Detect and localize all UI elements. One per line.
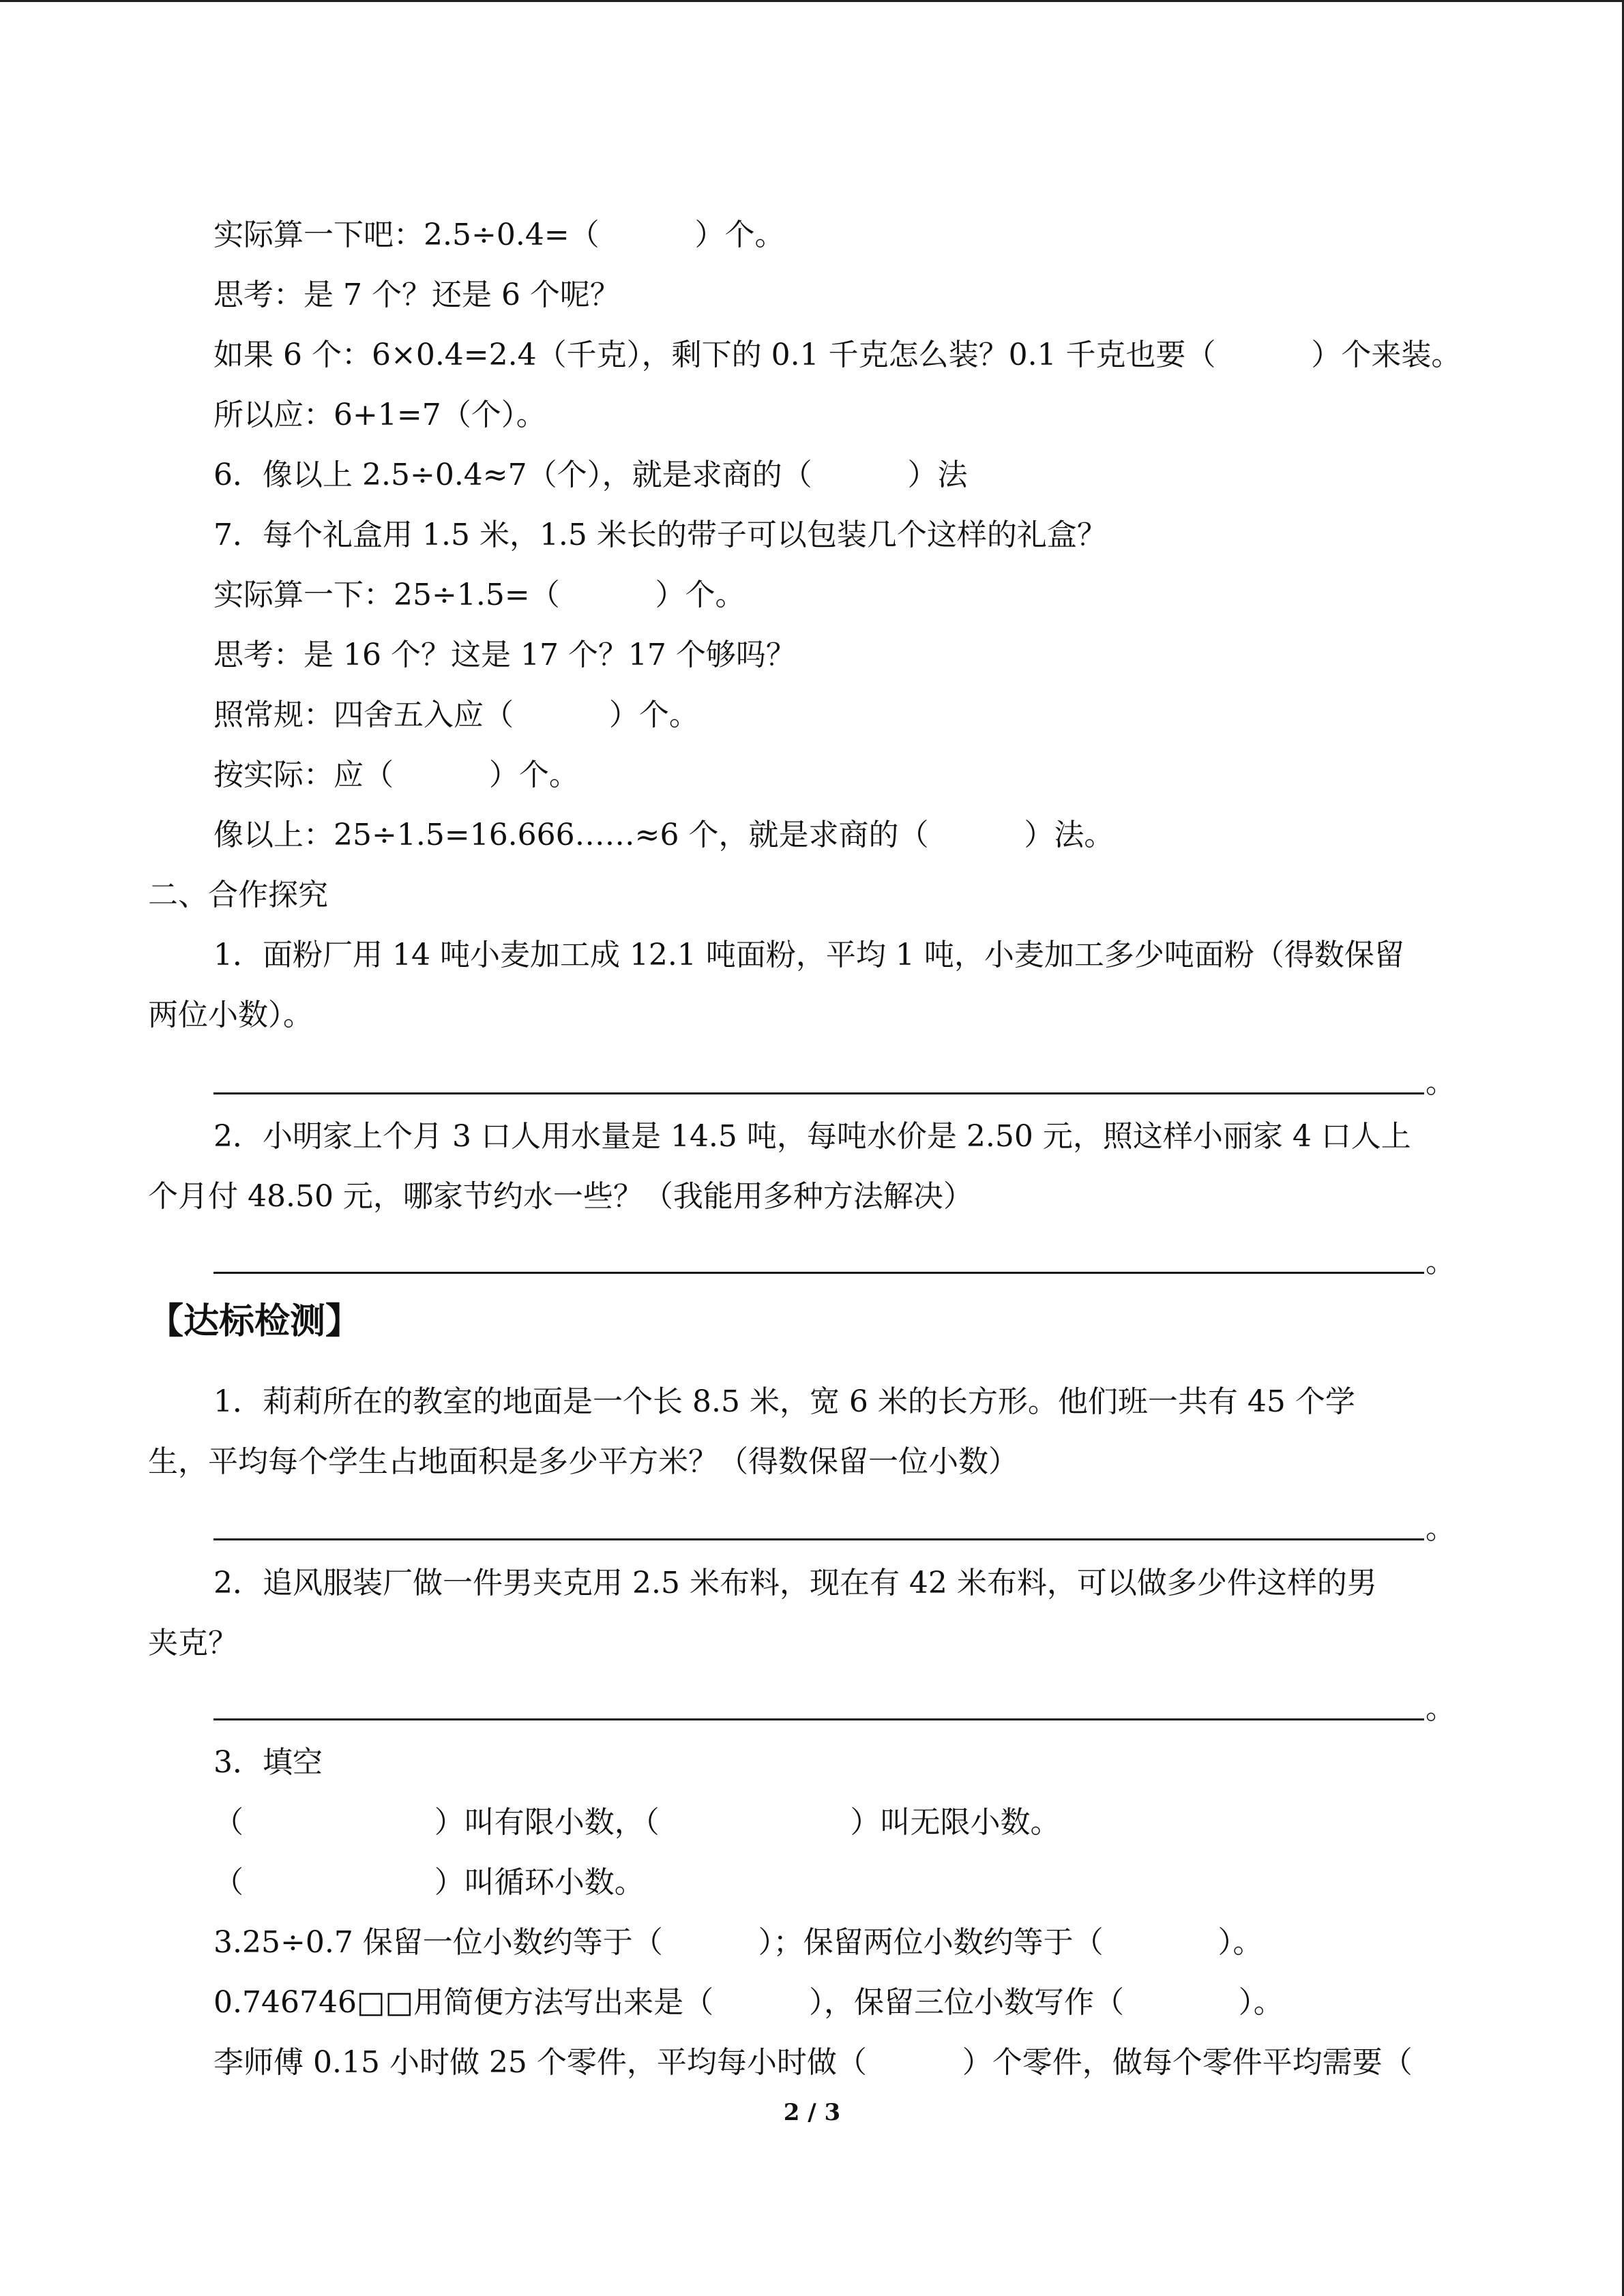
text-line: 3.25÷0.7 保留一位小数约等于（ ）；保留两位小数约等于（ ）。 (213, 1925, 1263, 1960)
page-number: 2 / 3 (783, 2099, 841, 2126)
text-line: 照常规：四舍五入应（ ）个。 (213, 698, 699, 732)
section-heading: 二、合作探究 (148, 878, 328, 912)
answer-line[interactable] (213, 1092, 1424, 1094)
answer-period: 。 (1426, 1065, 1456, 1100)
text-line: 7．每个礼盒用 1.5 米，1.5 米长的带子可以包装几个这样的礼盒？ (213, 518, 1107, 552)
text-line: 思考：是 7 个？还是 6 个呢？ (213, 278, 620, 312)
answer-period: 。 (1426, 1511, 1456, 1546)
answer-period: 。 (1426, 1691, 1456, 1726)
answer-line[interactable] (213, 1272, 1424, 1274)
text-line: 1．面粉厂用 14 吨小麦加工成 12.1 吨面粉，平均 1 吨，小麦加工多少吨面粉（得数保留 (213, 938, 1404, 972)
text-line: 2．追风服装厂做一件男夹克用 2.5 米布料，现在有 42 米布料，可以做多少件这样的男 (213, 1566, 1377, 1600)
text-line: 3．填空 (213, 1745, 323, 1780)
answer-line[interactable] (213, 1538, 1424, 1540)
answer-period: 。 (1426, 1244, 1456, 1279)
text-line: 所以应：6+1=7（个）。 (213, 398, 546, 432)
text-line: （ ）叫循环小数。 (213, 1865, 645, 1900)
text-line: 如果 6 个：6×0.4=2.4（千克），剩下的 0.1 千克怎么装？0.1 千克也要（ ）个来装。 (213, 338, 1462, 372)
text-line: （ ）叫有限小数，（ ）叫无限小数。 (213, 1805, 1061, 1840)
section-title: 【达标检测】 (148, 1301, 361, 1342)
text-line: 2．小明家上个月 3 口人用水量是 14.5 吨，每吨水价是 2.50 元，照这样小丽家 4 口人上 (213, 1119, 1411, 1154)
text-line: 思考：是 16 个？这是 17 个？17 个够吗？ (213, 638, 796, 672)
text-line: 两位小数）。 (148, 998, 313, 1032)
text-line: 1．莉莉所在的教室的地面是一个长 8.5 米，宽 6 米的长方形。他们班一共有 45 个学 (213, 1384, 1355, 1419)
text-line: 0.746746□□用简便方法写出来是（ ），保留三位小数写作（ ）。 (213, 1985, 1284, 2020)
text-line: 个月付 48.50 元，哪家节约水一些？（我能用多种方法解决） (148, 1179, 973, 1214)
text-line: 夹克？ (148, 1626, 238, 1660)
text-line: 按实际：应（ ）个。 (213, 758, 579, 792)
text-line: 李师傅 0.15 小时做 25 个零件，平均每小时做（ ）个零件，做每个零件平均需要（ (213, 2045, 1413, 2080)
answer-line[interactable] (213, 1718, 1424, 1720)
text-line: 6．像以上 2.5÷0.4≈7（个），就是求商的（ ）法 (213, 458, 968, 492)
text-line: 生，平均每个学生占地面积是多少平方米？（得数保留一位小数） (148, 1444, 1018, 1479)
text-line: 实际算一下：25÷1.5=（ ）个。 (213, 578, 745, 612)
text-line: 像以上：25÷1.5=16.666……≈6 个，就是求商的（ ）法。 (213, 818, 1114, 852)
text-line: 实际算一下吧：2.5÷0.4=（ ）个。 (213, 218, 785, 252)
